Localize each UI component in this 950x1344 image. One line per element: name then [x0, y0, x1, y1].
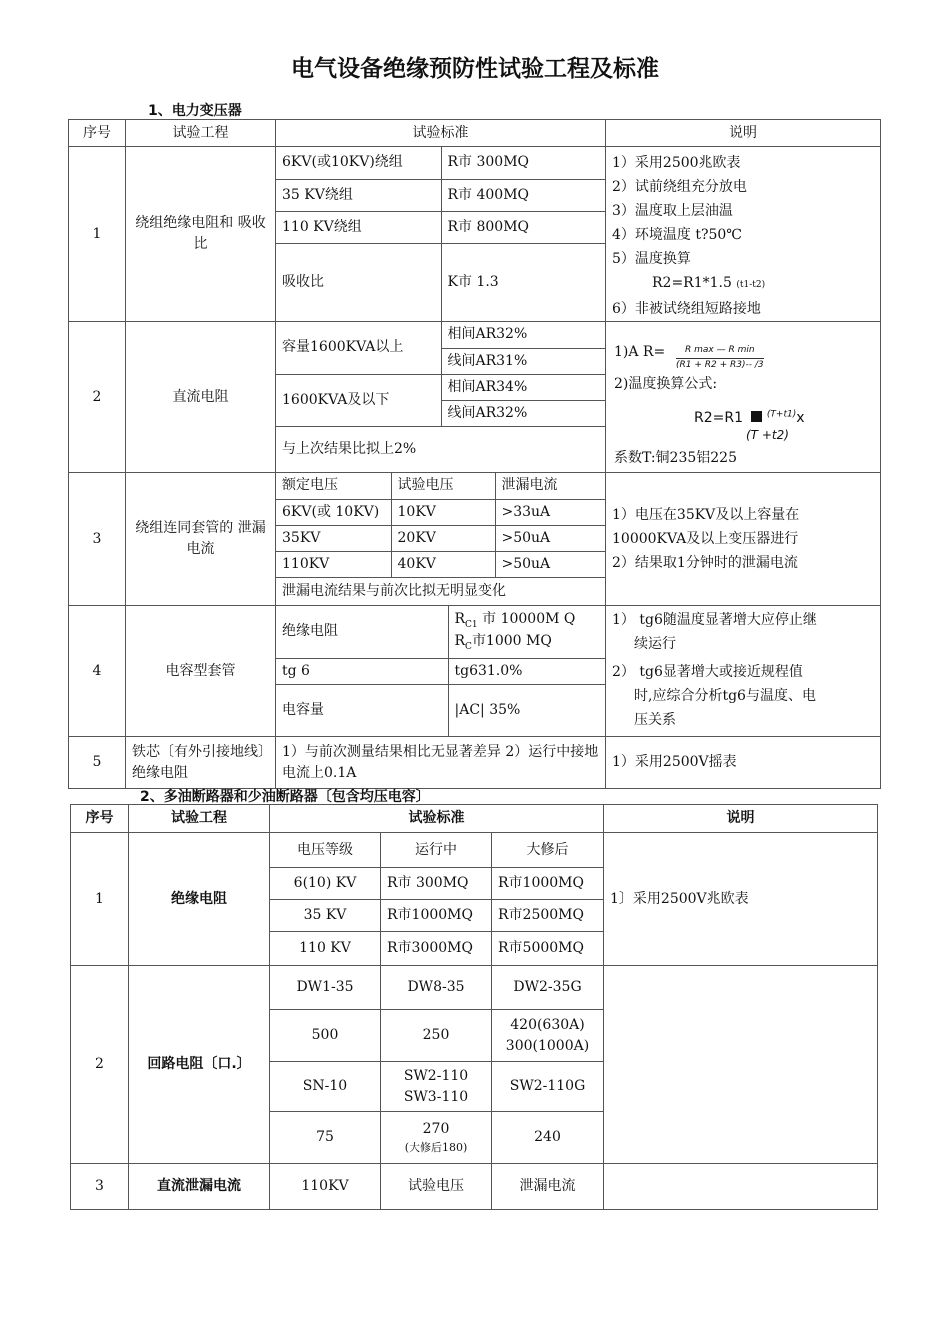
- capacitance-value: |AC| 35%: [448, 684, 605, 736]
- formula-numerator: R max — R min: [676, 344, 764, 359]
- row-number: 3: [69, 473, 126, 606]
- row-number: 3: [71, 1164, 129, 1210]
- note-line: 6）非被试绕组短路接地: [612, 301, 761, 317]
- std-label: 吸收比: [276, 243, 441, 321]
- model-cell: DW1-35: [270, 966, 381, 1010]
- coefficient-text: 系数T:铜235铝225: [614, 450, 737, 466]
- test-item: 绝缘电阻: [129, 833, 270, 966]
- std-value: K市 1.3: [441, 243, 605, 321]
- model-cell: SW2-110G: [492, 1062, 604, 1112]
- row-number: 2: [69, 322, 126, 473]
- row-number: 2: [71, 966, 129, 1164]
- note-line: 1）采用2500兆欧表: [612, 155, 741, 171]
- voltage-cell: 6(10) KV: [270, 868, 381, 900]
- value-cell: 500: [270, 1010, 381, 1062]
- note-line: 时,应综合分析tg6与温度、电: [634, 688, 816, 704]
- header-notes: 说明: [604, 805, 878, 833]
- header-notes: 说明: [606, 120, 881, 147]
- note-line: 3）温度取上层油温: [612, 203, 733, 219]
- notes-cell: 1〕采用2500V兆欧表: [604, 833, 878, 966]
- tg-value: tg631.0%: [448, 658, 605, 684]
- row-number: 5: [69, 737, 126, 789]
- std-value: R市 800MQ: [441, 211, 605, 243]
- value-note: (大修后180): [404, 1140, 468, 1154]
- value-line: SW2-110: [403, 1067, 469, 1084]
- value-symbol: R: [454, 632, 466, 649]
- note-line: 续运行: [634, 636, 676, 652]
- note-line: 4）环境温度 t?50℃: [612, 227, 742, 243]
- page-title: 电气设备绝缘预防性试验工程及标准: [291, 56, 659, 82]
- overhaul-cell: R市1000MQ: [492, 868, 604, 900]
- test-item: 绕组绝缘电阻和 吸收比: [126, 147, 276, 322]
- test-item: 铁芯〔有外引接地线〕绝缘电阻: [126, 737, 276, 789]
- formula-denominator: (R1 + R2 + R3)-- /3: [676, 359, 764, 370]
- formula-x: x: [796, 410, 805, 426]
- test-item: 电容型套管: [126, 606, 276, 737]
- test-item: 回路电阻〔口.〕: [129, 966, 270, 1164]
- leak-footer: 泄漏电流结果与前次比拟无明显变化: [276, 577, 605, 605]
- insulation-label: 绝缘电阻: [276, 606, 448, 658]
- row-number: 1: [69, 147, 126, 322]
- leak-cell: 110KV: [276, 551, 391, 577]
- formula-square-icon: [751, 411, 762, 422]
- value-cell: [492, 1010, 604, 1062]
- value-symbol: R: [454, 611, 466, 628]
- capacity-label: 容量1600KVA以上: [276, 322, 441, 374]
- model-cell: SN-10: [270, 1062, 381, 1112]
- value-line: SW3-110: [403, 1088, 469, 1105]
- running-header: 运行中: [381, 833, 492, 868]
- table-row: [71, 833, 878, 868]
- formula-denominator: (T +t2): [746, 428, 789, 442]
- value-cell: 250: [381, 1010, 492, 1062]
- leak-cell: >50uA: [495, 551, 605, 577]
- table-row: [69, 737, 881, 789]
- section2-heading: 2、多油断路器和少油断路器〔包含均压电容〕: [140, 789, 430, 805]
- value-cell: 泄漏电流: [492, 1164, 604, 1210]
- value-cell: [381, 1112, 492, 1164]
- transformer-table: [68, 119, 881, 789]
- note-line: 2） tg6显著增大或接近规程值: [612, 664, 803, 680]
- leak-header: 试验电压: [391, 473, 495, 499]
- value-line: 270: [422, 1120, 450, 1137]
- line-value: 线间AR32%: [441, 400, 605, 426]
- notes-cell: [606, 147, 881, 322]
- table-row: [71, 966, 878, 1010]
- table-row: [69, 606, 881, 737]
- header-no: 序号: [69, 120, 126, 147]
- notes-cell: [604, 966, 878, 1164]
- note-line: 2）结果取1分钟时的泄漏电流: [612, 555, 798, 571]
- value-cell: 240: [492, 1112, 604, 1164]
- standard-text: 1）与前次测量结果相比无显著差异 2）运行中接地电流上0.1A: [276, 737, 606, 789]
- note-line: 1)A R=: [614, 344, 666, 360]
- header-standard: 试验标准: [270, 805, 604, 833]
- voltage-cell: 35 KV: [270, 900, 381, 932]
- table-row: [69, 322, 881, 473]
- leak-cell: 20KV: [391, 525, 495, 551]
- note-line: 5）温度换算: [612, 251, 691, 267]
- breaker-table: [70, 804, 878, 1210]
- note-line: 压关系: [634, 712, 676, 728]
- running-cell: R市3000MQ: [381, 932, 492, 966]
- notes-cell: 1）采用2500V摇表: [606, 737, 881, 789]
- value-cell: 110KV: [270, 1164, 381, 1210]
- table-row: [69, 473, 881, 606]
- value-line: 420(630A): [510, 1016, 585, 1033]
- running-cell: R市 300MQ: [381, 868, 492, 900]
- temp-formula: R2=R1*1.5: [652, 275, 732, 291]
- overhaul-header: 大修后: [492, 833, 604, 868]
- value-subscript: C1: [465, 620, 478, 631]
- test-item: 直流电阻: [126, 322, 276, 473]
- std-value: R市 400MQ: [441, 179, 605, 211]
- row-number: 4: [69, 606, 126, 737]
- model-cell: [381, 1062, 492, 1112]
- leak-cell: >33uA: [495, 499, 605, 525]
- note-line: 2)温度换算公式:: [614, 376, 718, 392]
- note-line: 1）电压在35KV及以上容量在 10000KVA及以上变压器进行: [612, 507, 800, 547]
- notes-cell: [604, 1164, 878, 1210]
- value-text: 市 10000M Q: [477, 611, 576, 628]
- leak-cell: 40KV: [391, 551, 495, 577]
- leak-header: 泄漏电流: [495, 473, 605, 499]
- line-value: 线间AR31%: [441, 348, 605, 374]
- value-cell: 试验电压: [381, 1164, 492, 1210]
- test-item: 绕组连同套管的 泄漏电流: [126, 473, 276, 606]
- notes-cell: [606, 473, 881, 606]
- value-subscript: C: [465, 641, 472, 652]
- running-cell: R市1000MQ: [381, 900, 492, 932]
- value-text: 市1000 MQ: [471, 632, 552, 649]
- temp-formula-exponent: (t1-t2): [736, 280, 766, 290]
- note-line: 1） tg6随温度显著增大应停止继: [612, 612, 817, 628]
- voltage-header: 电压等级: [270, 833, 381, 868]
- formula-superscript: (T+t1): [766, 409, 797, 420]
- header-standard: 试验标准: [276, 120, 606, 147]
- leak-header: 额定电压: [276, 473, 391, 499]
- row-number: 1: [71, 833, 129, 966]
- notes-cell: [606, 606, 881, 737]
- std-label: 35 KV绕组: [276, 179, 441, 211]
- capacitance-label: 电容量: [276, 684, 448, 736]
- header-no: 序号: [71, 805, 129, 833]
- notes-cell: [606, 322, 881, 473]
- model-cell: DW2-35G: [492, 966, 604, 1010]
- model-cell: DW8-35: [381, 966, 492, 1010]
- phase-value: 相间AR34%: [441, 374, 605, 400]
- insulation-values: [448, 606, 605, 658]
- compare-text: 与上次结果比拟上2%: [276, 426, 605, 472]
- voltage-cell: 110 KV: [270, 932, 381, 966]
- phase-value: 相间AR32%: [441, 322, 605, 348]
- leak-cell: 10KV: [391, 499, 495, 525]
- note-line: 2）试前绕组充分放电: [612, 179, 747, 195]
- section1-heading: 1、电力变压器: [148, 103, 242, 119]
- header-item: 试验工程: [129, 805, 270, 833]
- overhaul-cell: R市5000MQ: [492, 932, 604, 966]
- value-cell: 75: [270, 1112, 381, 1164]
- header-item: 试验工程: [126, 120, 276, 147]
- std-label: 110 KV绕组: [276, 211, 441, 243]
- value-line: 300(1000A): [505, 1037, 590, 1054]
- table-row: [71, 1164, 878, 1210]
- leak-cell: 6KV(或 10KV): [276, 499, 391, 525]
- tg-label: tg 6: [276, 658, 448, 684]
- table-row: [69, 147, 881, 322]
- leak-cell: >50uA: [495, 525, 605, 551]
- test-item: 直流泄漏电流: [129, 1164, 270, 1210]
- std-value: R市 300MQ: [441, 147, 605, 179]
- overhaul-cell: R市2500MQ: [492, 900, 604, 932]
- formula-lhs: R2=R1: [694, 410, 743, 426]
- leak-cell: 35KV: [276, 525, 391, 551]
- capacity-label: 1600KVA及以下: [276, 374, 441, 426]
- std-label: 6KV(或10KV)绕组: [276, 147, 441, 179]
